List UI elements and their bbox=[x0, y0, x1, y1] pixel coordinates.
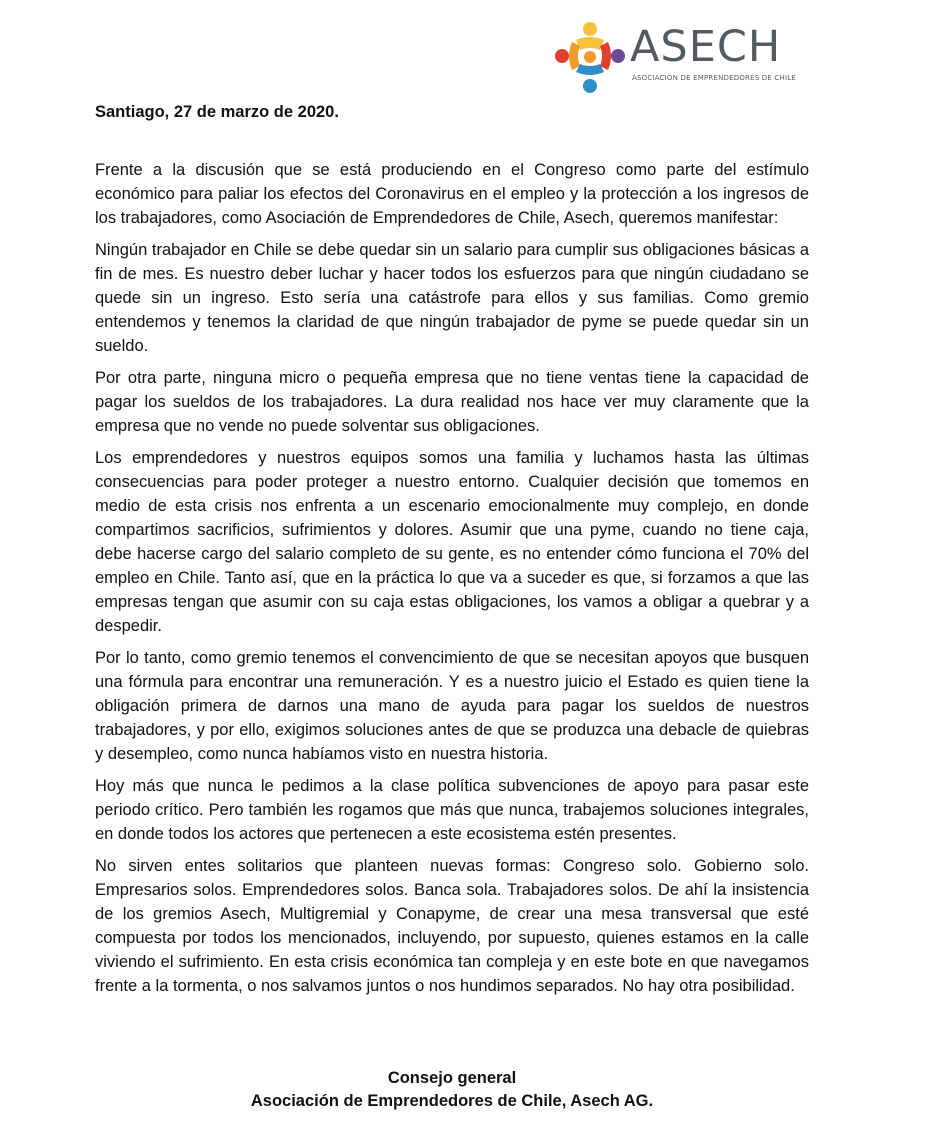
paragraph: Por lo tanto, como gremio tenemos el convencimiento de que se necesitan apoyos que busquen una fórmula para encontrar una remuneración. Y es a nuestro juicio el Estado es quien tiene la obligación primera de darnos una mano de ayuda para pagar los sueldos de nuestros trabajadores, y por ello, exigimos soluciones antes de que se produzca una debacle de quiebras y desempleo, como nunca habíamos visto en nuestra historia. bbox=[95, 649, 809, 763]
signature-block bbox=[95, 1067, 809, 1113]
paragraph: No sirven entes solitarios que planteen nuevas formas: Congreso solo. Gobierno solo. Empresarios solos. Emprendedores solos. Banca sola. Trabajadores solos. De ahí la insistencia de los gremios Asech, Multigremial y Conapyme, de crear una mesa transversal que esté compuesta por todos los mencionados, incluyendo, por supuesto, quienes estamos en la calle viviendo el sufrimiento. En esta crisis económica tan compleja y en este bote en que navegamos frente a la tormenta, o nos salvamos juntos o nos hundimos separados. No hay otra posibilidad. bbox=[95, 857, 809, 995]
signature-line-association: Asociación de Emprendedores de Chile, Asech AG. bbox=[250, 1092, 654, 1110]
asech-logo bbox=[552, 20, 802, 94]
paragraph: Frente a la discusión que se está produciendo en el Congreso como parte del estímulo económico para paliar los efectos del Coronavirus en el empleo y la protección a los ingresos de los trabajadores, como Asociación de Emprendedores de Chile, Asech, queremos manifestar: bbox=[95, 161, 809, 227]
signature-line-council: Consejo general bbox=[387, 1069, 517, 1087]
people-circle-logo-icon bbox=[552, 20, 628, 94]
paragraph: Por otra parte, ninguna micro o pequeña empresa que no tiene ventas tiene la capacidad de pagar los sueldos de los trabajadores. La dura realidad nos hace ver muy claramente que la empresa que no vende no puede solventar sus obligaciones. bbox=[95, 369, 809, 435]
logo-brand-text: ASECH bbox=[630, 22, 782, 72]
paragraph: Ningún trabajador en Chile se debe quedar sin un salario para cumplir sus obligaciones básicas a fin de mes. Es nuestro deber luchar y hacer todos los esfuerzos para que ningún ciudadano se quede sin un ingreso. Esto sería una catástrofe para ellos y sus familias. Como gremio entendemos y tenemos la claridad de que ningún trabajador de pyme se puede quedar sin un sueldo. bbox=[95, 241, 809, 355]
paragraph: Hoy más que nunca le pedimos a la clase política subvenciones de apoyo para pasar este periodo crítico. Pero también les rogamos que más que nunca, trabajemos soluciones integrales, en donde todos los actores que pertenecen a este ecosistema estén presentes. bbox=[95, 777, 809, 843]
paragraph: Los emprendedores y nuestros equipos somos una familia y luchamos hasta las últimas consecuencias para poder proteger a nuestro entorno. Cualquier decisión que tomemos en medio de esta crisis nos enfrenta a un escenario emocionalmente muy complejo, en donde compartimos sacrificios, sufrimientos y dolores. Asumir que una pyme, cuando no tiene caja, debe hacerse cargo del salario completo de su gente, es no entender cómo funciona el 70% del empleo en Chile. Tanto así, que en la práctica lo que va a suceder es que, si forzamos a que las empresas tengan que asumir con su caja estas obligaciones, los vamos a obligar a quebrar y a despedir. bbox=[95, 449, 809, 635]
letter-date: Santiago, 27 de marzo de 2020. bbox=[95, 103, 339, 121]
letter-body bbox=[95, 100, 809, 1006]
logo-tagline: ASOCIACIÓN DE EMPRENDEDORES DE CHILE bbox=[632, 74, 796, 82]
